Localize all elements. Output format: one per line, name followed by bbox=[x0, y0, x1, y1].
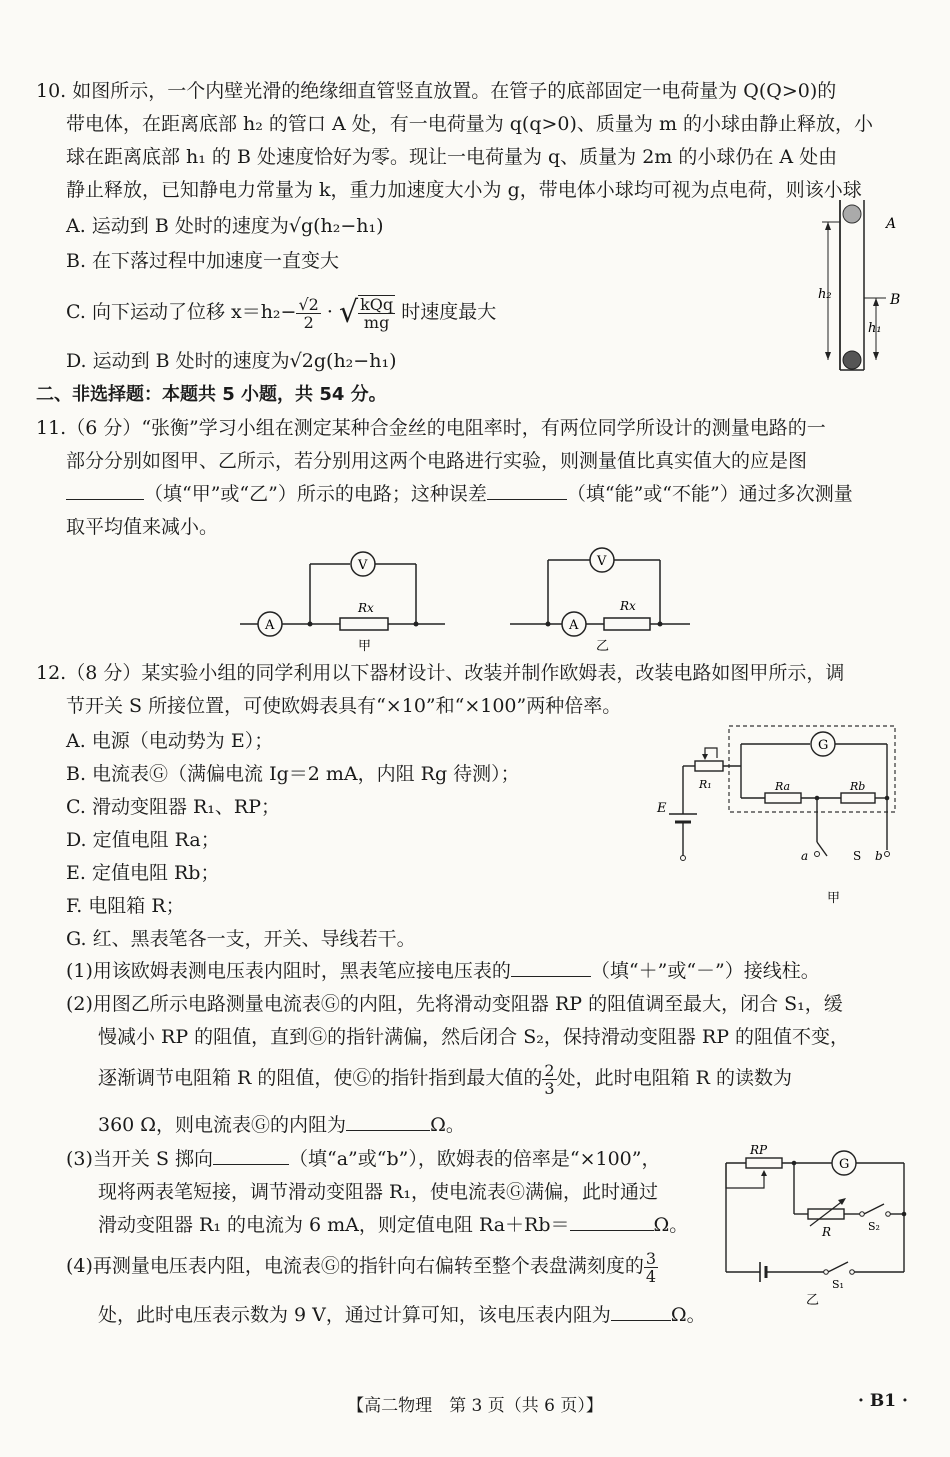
h1-arrow-up bbox=[873, 298, 879, 306]
q10-option-c-post: 时速度最大 bbox=[401, 301, 497, 323]
q12-part-2-line-1: (2)用图乙所示电路测量电流表Ⓖ的内阻，先将滑动变阻器 RP 的阻值调至最大，闭合 S₁，缓 bbox=[66, 993, 843, 1015]
frac-numerator: 3 bbox=[645, 1248, 657, 1268]
ammeter-label: A bbox=[265, 618, 275, 633]
q11-line-4: 取平均值来减小。 bbox=[66, 516, 219, 538]
q11-answer-blank-2[interactable] bbox=[487, 481, 567, 500]
q12-part-3-line-3-post: Ω。 bbox=[653, 1214, 689, 1236]
q11-circuit-jia bbox=[240, 548, 460, 658]
resistor-rb-label: Rb bbox=[850, 780, 866, 793]
resistor-rx-label: Rx bbox=[358, 601, 374, 615]
q12-part-4-line-2 bbox=[98, 1302, 706, 1328]
q10-option-c-root: √ bbox=[338, 295, 359, 330]
q10-stem-line-1: 10. 如图所示，一个内壁光滑的绝缘细直管竖直放置。在管子的底部固定一电荷量为 Q(Q>0)的 bbox=[36, 80, 837, 102]
frac-numerator: 2 bbox=[544, 1060, 555, 1080]
battery-e-label: E bbox=[657, 801, 667, 816]
label-h2: h₂ bbox=[818, 287, 832, 302]
q12-item-f: F. 电阻箱 R； bbox=[66, 895, 185, 917]
q12-line-1: 12.（8 分）某实验小组的同学利用以下器材设计、改装并制作欧姆表，改装电路如图甲所示，调 bbox=[36, 662, 845, 684]
h2-arrow-up bbox=[825, 222, 831, 230]
q11-line-3 bbox=[66, 481, 853, 507]
q12-part-1-blank[interactable] bbox=[511, 958, 591, 977]
q11-answer-blank-1[interactable] bbox=[66, 481, 144, 500]
frac-denominator: mg bbox=[363, 313, 390, 332]
galvanometer-label: G bbox=[818, 738, 829, 753]
q12-part-4-line-2-pre: 处，此时电压表示数为 9 V，通过计算可知，该电压表内阻为 bbox=[98, 1304, 611, 1326]
q12-item-a: A. 电源（电动势为 E）； bbox=[66, 730, 274, 752]
q11-circuit-yi bbox=[510, 548, 710, 658]
q12-part-2-line-4-post: Ω。 bbox=[430, 1114, 465, 1136]
q12-part-4-line-1-pre: (4)再测量电压表内阻，电流表Ⓖ的指针向右偏转至整个表盘满刻度的 bbox=[66, 1255, 644, 1277]
voltmeter-label: V bbox=[358, 558, 368, 573]
q12-part-2-line-4-pre: 360 Ω，则电流表Ⓖ的内阻为 bbox=[98, 1114, 347, 1136]
q12-circuit-yi bbox=[718, 1138, 918, 1308]
q12-part-2-line-3 bbox=[98, 1058, 792, 1098]
switch-s-icon bbox=[817, 842, 827, 856]
section-2-header: 二、非选择题：本题共 5 小题，共 54 分。 bbox=[36, 384, 387, 405]
frac-numerator: √2 bbox=[298, 294, 319, 314]
q12-part-1-post: （填“＋”或“－”）接线柱。 bbox=[590, 960, 820, 982]
q10-tube-figure bbox=[812, 200, 912, 375]
q12-part-4-line-2-post: Ω。 bbox=[670, 1304, 706, 1326]
h1-arrow-down bbox=[873, 352, 879, 360]
terminal-a-label: a bbox=[801, 849, 809, 863]
rheostat-r1-label: R₁ bbox=[699, 778, 712, 791]
q12-part-2-line-3-pre: 逐渐调节电阻箱 R 的阻值，使Ⓖ的指针指到最大值的 bbox=[98, 1067, 543, 1089]
ball-at-a-icon bbox=[843, 205, 861, 223]
q12-item-e: E. 定值电阻 Rb； bbox=[66, 862, 220, 884]
caption-yi: 乙 bbox=[596, 639, 610, 654]
q11-line-1: 11.（6 分）“张衡”学习小组在测定某种合金丝的电阻率时，有两位同学所设计的测量电路的一 bbox=[36, 417, 826, 439]
q12-part-1-pre: (1)用该欧姆表测电压表内阻时，黑表笔应接电压表的 bbox=[66, 960, 511, 982]
charged-body-icon bbox=[843, 351, 861, 369]
h2-arrow-down bbox=[825, 352, 831, 360]
resistor-rx-label: Rx bbox=[620, 599, 636, 613]
q12-part-3-blank-1[interactable] bbox=[213, 1146, 289, 1165]
switch-s1-label: S₁ bbox=[832, 1278, 844, 1291]
resistor-rb-icon bbox=[841, 793, 875, 803]
rheostat-r1-icon bbox=[695, 761, 723, 771]
q12-part-3-line-3 bbox=[98, 1212, 688, 1238]
frac-numerator: kQq bbox=[360, 295, 394, 314]
q10-stem-line-4: 静止释放，已知静电力常量为 k，重力加速度大小为 g，带电体小球均可视为点电荷，则该小球 bbox=[66, 179, 862, 201]
q12-part-2-line-4 bbox=[98, 1112, 465, 1138]
q10-stem-line-2: 带电体，在距离底部 h₂ 的管口 A 处，有一电荷量为 q(q>0)、质量为 m 的小球由静止释放，小 bbox=[66, 113, 874, 135]
q12-item-g: G. 红、黑表笔各一支，开关、导线若干。 bbox=[66, 928, 416, 950]
q10-option-c-dot: · bbox=[326, 301, 333, 323]
q12-part-3-line-2: 现将两表笔短接，调节滑动变阻器 R₁，使电流表Ⓖ满偏，此时通过 bbox=[98, 1181, 658, 1203]
frac-denominator: 2 bbox=[303, 312, 314, 332]
label-b: B bbox=[890, 292, 901, 308]
resistor-ra-label: Ra bbox=[775, 780, 791, 793]
q12-part-2-line-2: 慢减小 RP 的阻值，直到Ⓖ的指针满偏，然后闭合 S₂，保持滑动变阻器 RP 的阻值不变， bbox=[98, 1026, 850, 1048]
caption-jia: 甲 bbox=[358, 639, 372, 654]
frac-denominator: 3 bbox=[544, 1078, 555, 1098]
q10-option-a: A. 运动到 B 处时的速度为√g(h₂−h₁) bbox=[66, 215, 384, 237]
q12-line-2: 节开关 S 所接位置，可使欧姆表具有“×10”和“×100”两种倍率。 bbox=[66, 695, 622, 717]
label-h1: h₁ bbox=[868, 321, 882, 336]
terminal-b-label: b bbox=[875, 849, 883, 863]
q12-part-4-line-1 bbox=[66, 1246, 658, 1286]
q11-line-3-mid: （填“甲”或“乙”）所示的电路；这种误差 bbox=[144, 483, 487, 505]
q12-part-3-blank-2[interactable] bbox=[570, 1212, 654, 1231]
q12-part-3-line-1 bbox=[66, 1146, 660, 1172]
q10-option-b: B. 在下落过程中加速度一直变大 bbox=[66, 250, 340, 272]
q12-part-2-fraction bbox=[542, 1062, 556, 1097]
resistor-rx-icon bbox=[340, 618, 388, 630]
q12-part-4-fraction bbox=[644, 1250, 658, 1285]
q12-part-2-line-3-post: 处，此时电阻箱 R 的读数为 bbox=[556, 1067, 792, 1089]
q12-circuit-jia bbox=[655, 722, 900, 912]
q10-option-c-pre: C. 向下运动了位移 x＝h₂− bbox=[66, 301, 297, 323]
q10-option-d: D. 运动到 B 处时的速度为√2g(h₂−h₁) bbox=[66, 350, 397, 372]
q11-line-3-end: （填“能”或“不能”）通过多次测量 bbox=[566, 483, 853, 505]
galvanometer-label: G bbox=[839, 1157, 850, 1172]
ammeter-label: A bbox=[569, 618, 579, 633]
q12-item-d: D. 定值电阻 Ra； bbox=[66, 829, 220, 851]
q10-option-c-fraction bbox=[296, 296, 320, 331]
q12-part-4-blank[interactable] bbox=[611, 1302, 671, 1321]
caption-jia: 甲 bbox=[827, 891, 841, 906]
switch-s1-icon bbox=[828, 1262, 848, 1272]
voltmeter-label: V bbox=[597, 554, 607, 569]
switch-s2-label: S₂ bbox=[868, 1220, 880, 1233]
q12-part-1 bbox=[66, 958, 820, 984]
q10-option-c bbox=[66, 290, 496, 335]
resistor-rx-icon bbox=[604, 618, 650, 630]
switch-s-label: S bbox=[853, 849, 862, 863]
q12-item-b: B. 电流表Ⓖ（满偏电流 Ig＝2 mA，内阻 Rg 待测）； bbox=[66, 763, 520, 785]
rheostat-rp-label: RP bbox=[750, 1143, 768, 1157]
q12-item-c: C. 滑动变阻器 R₁、RP； bbox=[66, 796, 280, 818]
caption-yi: 乙 bbox=[806, 1293, 820, 1308]
switch-s2-icon bbox=[864, 1204, 884, 1214]
q12-part-3-line-3-pre: 滑动变阻器 R₁ 的电流为 6 mA，则定值电阻 Ra＋Rb＝ bbox=[98, 1214, 570, 1236]
resistor-ra-icon bbox=[765, 793, 801, 803]
label-a: A bbox=[886, 216, 897, 232]
q12-part-3-line-1-post: （填“a”或“b”），欧姆表的倍率是“×100”， bbox=[289, 1148, 661, 1170]
page-code: · B1 · bbox=[858, 1391, 908, 1411]
resistance-box-r-label: R bbox=[822, 1225, 832, 1239]
rheostat-rp-icon bbox=[746, 1158, 782, 1168]
q10-stem-line-3: 球在距离底部 h₁ 的 B 处速度恰好为零。现让一电荷量为 q、质量为 2m 的小球仍在 A 处由 bbox=[66, 146, 838, 168]
frac-denominator: 4 bbox=[645, 1266, 657, 1286]
page-footer: 【高二物理 第 3 页（共 6 页）】 bbox=[347, 1396, 603, 1416]
q10-option-c-sqrt-fraction bbox=[358, 295, 395, 331]
q11-line-2: 部分分别如图甲、乙所示，若分别用这两个电路进行实验，则测量值比真实值大的应是图 bbox=[66, 450, 808, 472]
q12-part-2-blank[interactable] bbox=[346, 1112, 430, 1131]
q12-part-3-line-1-pre: (3)当开关 S 掷向 bbox=[66, 1148, 214, 1170]
